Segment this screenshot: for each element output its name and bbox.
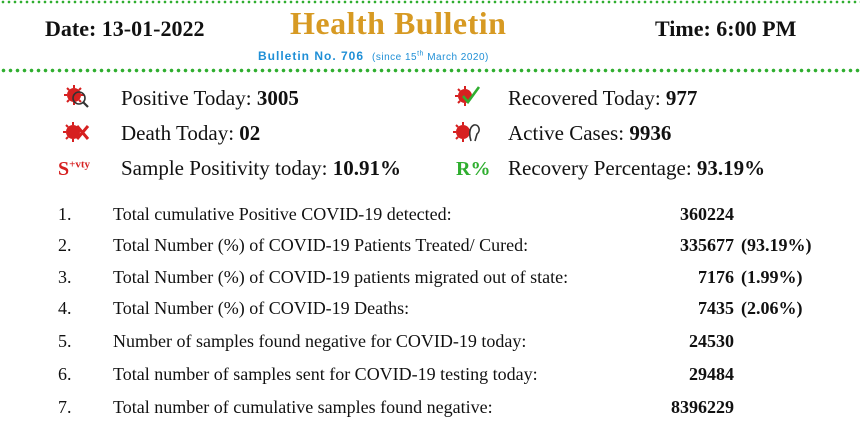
list-item-number: 4. [58,298,72,318]
list-item-number: 7. [58,397,72,417]
virus-person-icon [453,119,481,145]
list-item-description: Total number of cumulative samples found negative: [113,397,493,417]
recovery-percentage-value: 93.19% [696,156,766,180]
recovered-today-label: Recovered Today: [508,86,666,110]
recovered-today-value: 977 [665,86,698,110]
list-item-description: Number of samples found negative for COVID-19 today: [113,331,527,351]
sample-positivity-value: 10.91% [332,156,402,180]
since-prefix: (since 15 [372,52,418,63]
positive-today [121,86,299,111]
list-item-value: 7176 [698,267,734,287]
list-item-description: Total Number (%) of COVID-19 patients migrated out of state: [113,267,569,287]
virus-cross-icon [62,119,90,145]
bulletin-number-text: Bulletin No. 706 [258,49,365,63]
sample-positivity-label: Sample Positivity today: [121,156,333,180]
list-item-value: 7435 [698,298,734,318]
list-item [0,397,860,427]
list-item-description: Total number of samples sent for COVID-19 testing today: [113,364,538,384]
list-item-percentage: (2.06%) [741,298,803,318]
bulletin-header [0,0,860,70]
list-item [0,204,860,234]
list-item-value: 8396229 [671,397,734,417]
list-item [0,331,860,361]
virus-check-icon [453,83,481,109]
since-suffix: March 2020) [423,52,489,63]
recovered-today [508,86,697,111]
death-today [121,121,260,146]
list-item-value: 24530 [689,331,734,351]
active-cases [508,121,671,146]
list-item-value: 335677 [680,235,734,255]
bulletin-time: Time: 6:00 PM [655,16,797,41]
dotted-divider [0,68,860,73]
list-item [0,267,860,297]
list-item-percentage: (1.99%) [741,267,803,287]
bulletin-title: Health Bulletin [290,5,507,41]
positivity-badge-s: S [58,158,70,180]
bulletin-date: Date: 13-01-2022 [45,16,205,41]
list-item-description: Total Number (%) of COVID-19 Deaths: [113,298,410,318]
sample-positivity-badge [58,158,90,181]
list-item-number: 2. [58,235,72,255]
recovery-percentage [508,156,765,181]
active-cases-value: 9936 [629,121,672,145]
bulletin-since [372,52,489,63]
list-item [0,364,860,394]
death-today-value: 02 [239,121,261,145]
list-item [0,298,860,328]
list-item-description: Total cumulative Positive COVID-19 detected: [113,204,452,224]
list-item-percentage: (93.19%) [741,235,812,255]
list-item-description: Total Number (%) of COVID-19 Patients Treated/ Cured: [113,235,529,255]
list-item-number: 1. [58,204,72,224]
active-cases-label: Active Cases: [508,121,630,145]
positivity-badge-sup: +vty [69,158,91,171]
list-item-value: 360224 [680,204,734,224]
since-sup: th [417,50,424,58]
recovery-percentage-label: Recovery Percentage: [508,156,697,180]
bulletin-number [258,49,489,63]
list-item-value: 29484 [689,364,734,384]
positive-today-label: Positive Today: [121,86,257,110]
positive-today-value: 3005 [256,86,299,110]
list-item-number: 3. [58,267,72,287]
list-item-number: 5. [58,331,72,351]
recovery-percentage-badge: R% [456,158,491,180]
list-item-number: 6. [58,364,72,384]
list-item [0,235,860,265]
death-today-label: Death Today: [121,121,240,145]
virus-search-icon [62,83,90,109]
sample-positivity [121,156,401,181]
